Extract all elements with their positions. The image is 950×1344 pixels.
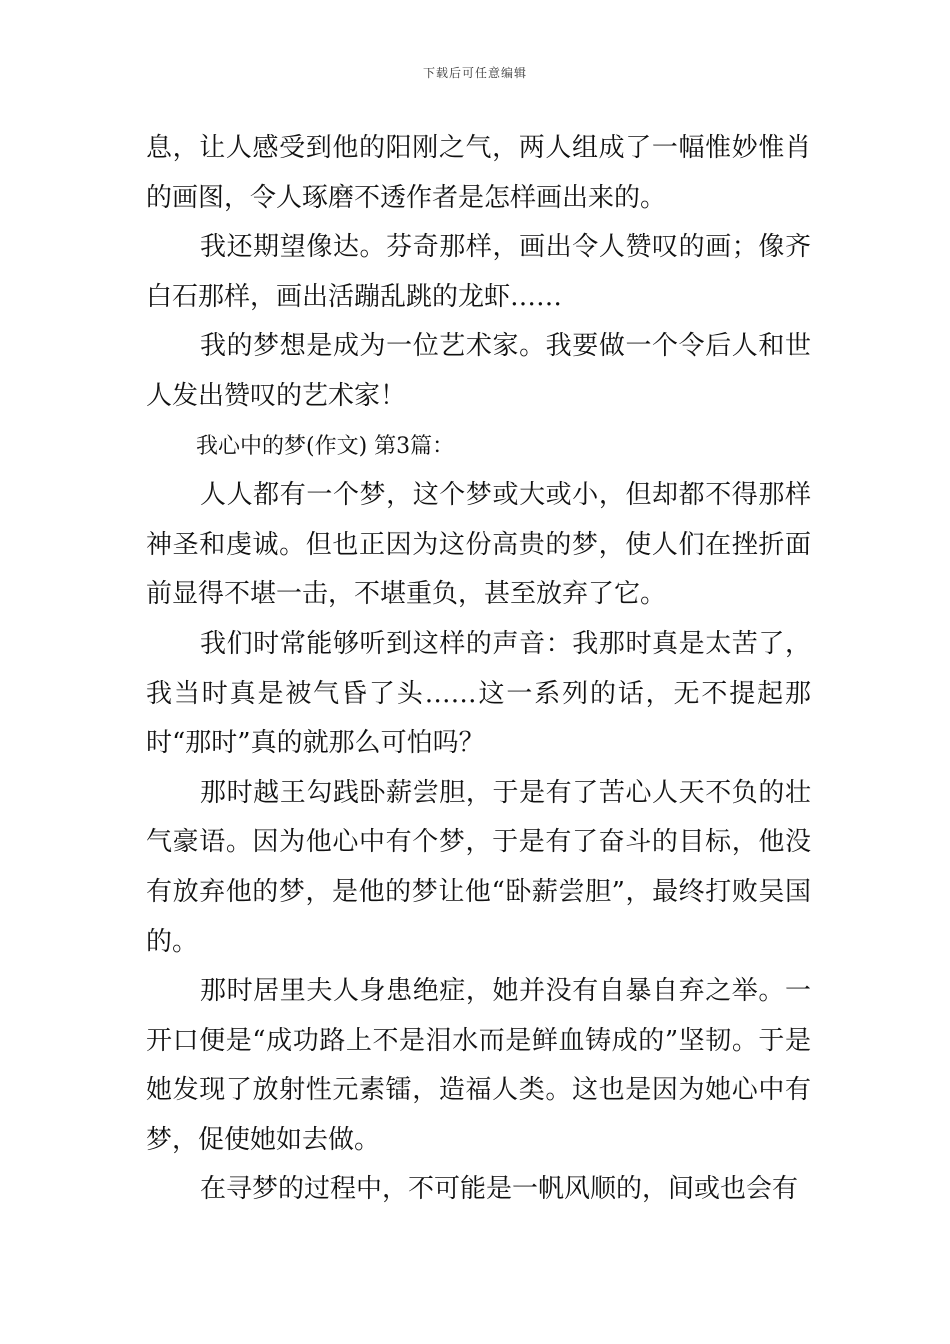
paragraph-8: 在寻梦的过程中，不可能是一帆风顺的，间或也会有 xyxy=(200,1174,799,1205)
paragraph-5: 我们时常能够听到这样的声音：我那时真是太苦了，我当时真是被气昏了头……这一系列的话，无不提起那时“那时”真的就那么可怕吗？ xyxy=(146,628,811,759)
paragraph-2: 我还期望像达。芬奇那样，画出令人赞叹的画；像齐白石那样，画出活蹦乱跳的龙虾…… xyxy=(146,232,811,312)
paragraph-4: 人人都有一个梦，这个梦或大或小，但却都不得那样神圣和虔诚。但也正因为这份高贵的梦，使人们在挫折面前显得不堪一击，不堪重负，甚至放弃了它。 xyxy=(146,480,811,610)
paragraph-7: 那时居里夫人身患绝症，她并没有自暴自弃之举。一开口便是“成功路上不是泪水而是鲜血铸成的”坚韧。于是她发现了放射性元素镭，造福人类。这也是因为她心中有梦，促使她如去做。 xyxy=(146,976,811,1155)
paragraph-3: 我的梦想是成为一位艺术家。我要做一个令后人和世人发出赞叹的艺术家！ xyxy=(146,331,811,411)
paragraph-1: 息，让人感受到他的阳刚之气，两人组成了一幅惟妙惟肖的画图，令人琢磨不透作者是怎样画出来的。 xyxy=(146,133,811,213)
page-header-note: 下载后可任意编辑 xyxy=(422,66,527,80)
paragraph-6: 那时越王勾践卧薪尝胆，于是有了苦心人天不负的壮气豪语。因为他心中有个梦，于是有了奋斗的目标，他没有放弃他的梦，是他的梦让他“卧薪尝胆”，最终打败吴国的。 xyxy=(146,777,811,957)
document-body xyxy=(146,124,811,1215)
section-heading: 我心中的梦(作文) 第3篇： xyxy=(196,433,455,459)
